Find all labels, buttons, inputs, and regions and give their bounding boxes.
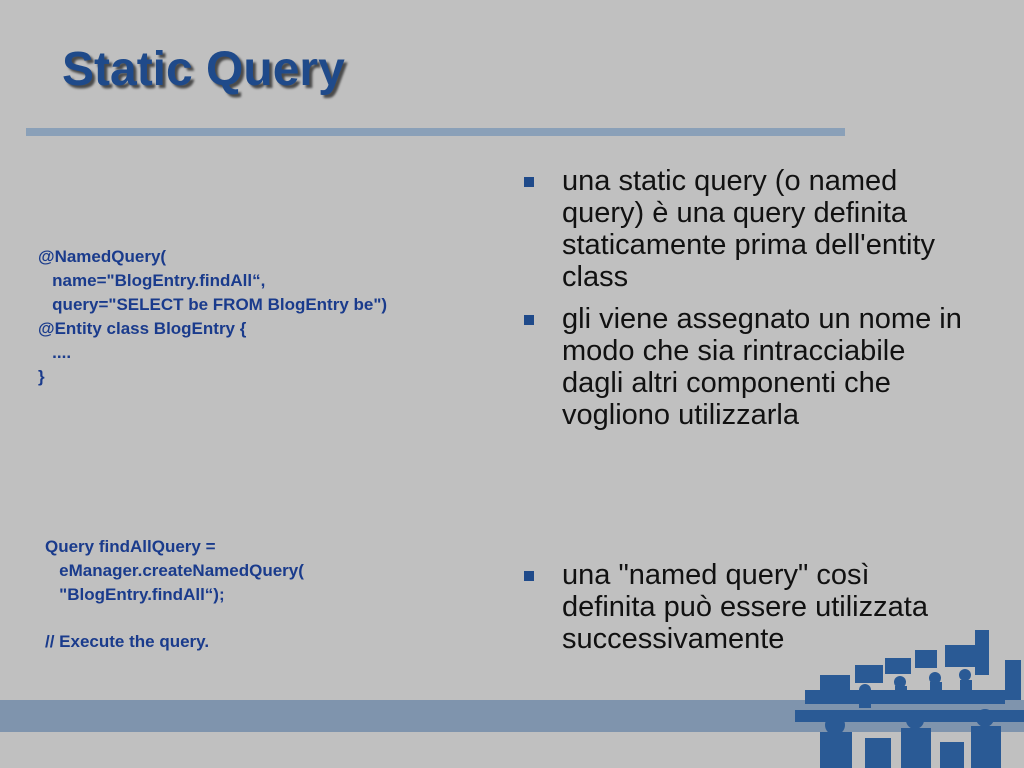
- square-bullet-icon: [524, 571, 534, 581]
- square-bullet-icon: [524, 177, 534, 187]
- execute-comment: // Execute the query.: [45, 632, 210, 651]
- bullet-list-top: [522, 165, 967, 441]
- bullet-item: [522, 165, 967, 293]
- bullet-text: una static query (o named query) è una query definita staticamente prima dell'entity class: [562, 165, 936, 293]
- bullet-item: [522, 303, 967, 431]
- bullet-text: gli viene assegnato un nome in modo che sia rintracciabile dagli altri componenti che vogliono utilizzarla: [562, 303, 962, 431]
- named-query-code: @NamedQuery( name="BlogEntry.findAll“, query="SELECT be FROM BlogEntry be") @Entity class BlogEntry { .... }: [38, 247, 388, 386]
- bullet-text: una "named query" così definita può essere utilizzata successivamente: [562, 559, 928, 655]
- office-workers-silhouette-icon: [795, 620, 1024, 768]
- title-underline: [26, 128, 845, 136]
- create-query-code: Query findAllQuery = eManager.createNamedQuery( "BlogEntry.findAll“);: [45, 537, 304, 604]
- square-bullet-icon: [524, 315, 534, 325]
- slide-title: Static Query: [62, 43, 345, 96]
